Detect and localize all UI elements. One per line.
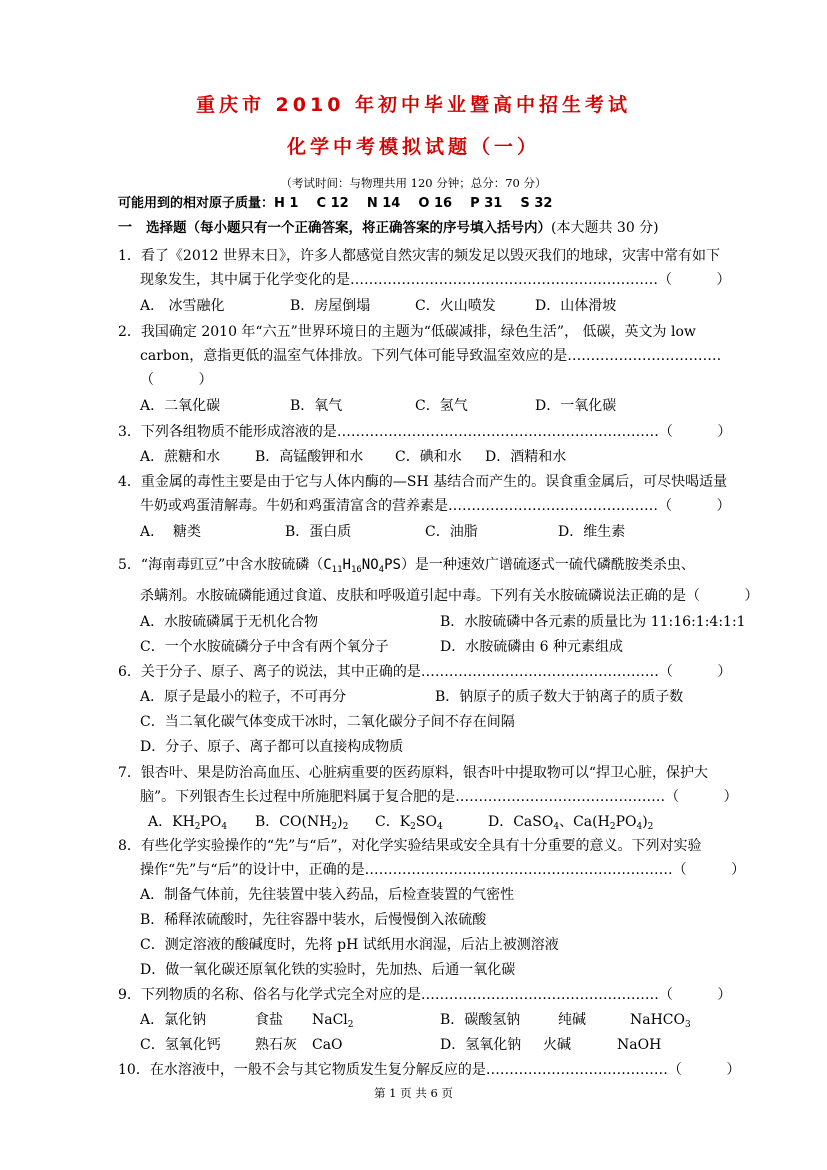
q7-a-sub1: 2 <box>194 822 201 832</box>
q9-option-b-common: 纯碱 <box>558 1012 586 1028</box>
q2-option-a: A．二氧化碳 <box>140 398 221 414</box>
q4-stem-line1: 4．重金属的毒性主要是由于它与人体内酶的—SH 基结合而产生的。误食重金属后，可尽快喝适量 <box>118 474 728 490</box>
q7-option-a <box>148 812 227 832</box>
section-number: 一 <box>118 220 132 236</box>
q1-option-b: B．房屋倒塌 <box>290 298 371 314</box>
q5-stem-line1 <box>118 555 695 575</box>
exam-title: 重庆市 2010 年初中毕业暨高中招生考试 <box>195 94 632 116</box>
q1-option-c: C．火山喷发 <box>415 298 496 314</box>
q7-d-sub1: 4 <box>553 822 560 832</box>
q2-stem-line1: 2．我国确定 2010 年“六五”世界环境日的主题为“低碳减排，绿色生活”， 低碳，英文为 low <box>118 324 696 340</box>
q7-stem-line2: 脑”。下列银杏生长过程中所施肥料属于复合肥的是………………………………………（ ） <box>140 789 738 805</box>
q9-a-formula-sub: 2 <box>347 1020 354 1030</box>
section-title: 选择题（每小题只有一个正确答案，将正确答案的序号填入括号内） <box>146 220 551 236</box>
q7-option-d <box>488 812 653 832</box>
q7-d-text4: ) <box>642 814 648 830</box>
q9-option-d-common: 火碱 <box>543 1037 571 1053</box>
section-heading <box>118 218 659 238</box>
q5-stem-line2: 杀螨剂。水胺硫磷能通过食道、皮肤和呼吸道引起中毒。下列有关水胺硫磷说法正确的是（ ） <box>140 588 759 604</box>
q4-stem-line2: 牛奶或鸡蛋清解毒。牛奶和鸡蛋清富含的营养素是………………………………………（ ） <box>140 498 731 514</box>
q2-answer-bracket: （ ） <box>140 372 213 388</box>
q5-formula-h: H <box>342 557 351 573</box>
q5-formula-h-sub: 16 <box>350 565 362 575</box>
q7-d-sub3: 4 <box>636 822 643 832</box>
q3-option-c: C．碘和水 <box>395 449 462 465</box>
q9-option-b-name: B．碳酸氢钠 <box>440 1012 521 1028</box>
q10-stem: 10．在水溶液中，一般不会与其它物质发生复分解反应的是…………………………………（ ） <box>118 1062 741 1078</box>
q5-option-d: D．水胺硫磷由 6 种元素组成 <box>440 639 624 655</box>
q7-b-sub2: 2 <box>342 822 349 832</box>
q3-stem: 3．下列各组物质不能形成溶液的是……………………………………………………………（ ） <box>118 424 732 440</box>
q9-option-d-name: D．氢氧化钠 <box>440 1037 522 1053</box>
q7-a-sub2: 4 <box>221 822 228 832</box>
q8-stem-line1: 8．有些化学实验操作的“先”与“后”，对化学实验结果或安全具有十分重要的意义。下列对实验 <box>118 838 702 854</box>
q5-stem-prefix: 5．“海南毒豇豆”中含水胺硫磷（ <box>118 557 324 573</box>
q8-option-b: B．稀释浓硫酸时，先往容器中装水，后慢慢倒入浓硫酸 <box>140 912 487 928</box>
q3-option-b: B．高锰酸钾和水 <box>255 449 364 465</box>
atomic-mass-line: 可能用到的相对原子质量：H 1 C 12 N 14 O 16 P 31 S 32 <box>118 196 553 211</box>
q4-option-d: D．维生素 <box>558 524 626 540</box>
q3-option-a: A．蔗糖和水 <box>140 449 221 465</box>
q5-formula-c: C <box>323 557 332 573</box>
section-score: (本大题共 30 分) <box>551 220 659 236</box>
q7-c-sub1: 2 <box>410 822 416 832</box>
q5-option-c: C．一个水胺硫磷分子中含有两个氧分子 <box>140 639 389 655</box>
q9-a-formula-text: NaCl <box>312 1012 348 1028</box>
q7-b-sub1: 2 <box>331 822 338 832</box>
q9-option-c-name: C．氢氧化钙 <box>140 1037 221 1053</box>
q9-option-c-formula: CaO <box>312 1037 343 1053</box>
q7-stem-line1: 7．银杏叶、果是防治高血压、心脏病重要的医药原料，银杏叶中提取物可以“捍卫心脏，保护大 <box>118 765 709 781</box>
q7-d-sub2: 2 <box>609 822 616 832</box>
q2-option-d: D．一氧化碳 <box>535 398 617 414</box>
q7-d-text2: 、Ca(H <box>559 814 610 830</box>
q6-option-a: A．原子是最小的粒子，不可再分 <box>140 689 347 705</box>
q7-c-sub2: 4 <box>436 822 443 832</box>
q2-stem-line2: carbon，意指更低的温室气体排放。下列气体可能导致温室效应的是…………………………… <box>140 348 722 364</box>
q2-option-c: C．氢气 <box>415 398 468 414</box>
q9-option-b-formula <box>630 1010 691 1030</box>
q7-c-text2: SO <box>415 814 437 830</box>
q1-stem-line1: 1．看了《2012 世界末日》，许多人都感觉自然灾害的频发足以毁灭我们的地球，灾害中常有如下 <box>118 248 720 264</box>
q8-stem-line2: 操作“先”与“后”的设计中，正确的是…………………………………………………………（ ） <box>140 862 746 878</box>
q9-stem: 9．下列物质的名称、俗名与化学式完全对应的是……………………………………………（ ） <box>118 987 732 1003</box>
q5-option-a: A．水胺硫磷属于无机化合物 <box>140 614 319 630</box>
q7-c-text: C．K <box>375 814 411 830</box>
q5-stem-suffix: ）是一种速效广谱硫逐式一硫代磷酰胺类杀虫、 <box>400 557 695 573</box>
q7-d-text: D．CaSO <box>488 814 554 830</box>
q7-d-sub4: 2 <box>647 822 654 832</box>
q4-option-b: B．蛋白质 <box>285 524 352 540</box>
q7-b-text2: ) <box>337 814 343 830</box>
q1-option-d: D．山体滑坡 <box>535 298 617 314</box>
q7-a-text2: PO <box>200 814 222 830</box>
q9-option-d-formula: NaOH <box>617 1037 662 1053</box>
q5-formula-c-sub: 11 <box>331 565 343 575</box>
q9-option-a-common: 食盐 <box>255 1012 283 1028</box>
q8-option-c: C．测定溶液的酸碱度时，先将 pH 试纸用水润湿，后沾上被测溶液 <box>140 937 559 953</box>
q6-stem: 6．关于分子、原子、离子的说法，其中正确的是……………………………………………（ ） <box>118 664 732 680</box>
q5-formula-o-sub: 4 <box>378 565 385 575</box>
q3-option-d: D．酒精和水 <box>485 449 567 465</box>
q2-option-b: B．氧气 <box>290 398 343 414</box>
q7-option-b <box>255 812 348 832</box>
q7-option-c <box>375 812 443 832</box>
q7-d-text3: PO <box>615 814 637 830</box>
q8-option-d: D．做一氧化碳还原氧化铁的实验时，先加热、后通一氧化碳 <box>140 962 516 978</box>
q9-b-formula-text: NaHCO <box>630 1012 685 1028</box>
q9-b-formula-sub: 3 <box>685 1020 691 1030</box>
q5-option-b: B．水胺硫磷中各元素的质量比为 11:16:1:4:1:1 <box>440 614 746 630</box>
page-footer: 第 1 页 共 6 页 <box>374 1086 453 1100</box>
exam-subtitle: 化学中考模拟试题（一） <box>286 136 540 158</box>
q7-a-text: A．KH <box>148 814 195 830</box>
q9-option-a-name: A．氯化钠 <box>140 1012 207 1028</box>
q9-option-a-formula <box>312 1010 354 1030</box>
q1-stem-line2: 现象发生，其中属于化学变化的是…………………………………………………………（ ） <box>140 272 731 288</box>
q6-option-d: D．分子、原子、离子都可以直接构成物质 <box>140 739 404 755</box>
q4-option-c: C．油脂 <box>425 524 478 540</box>
q9-option-c-common: 熟石灰 <box>255 1037 297 1053</box>
q5-formula-no: NO <box>361 557 379 573</box>
q1-option-a: A． 冰雪融化 <box>140 298 225 314</box>
q6-option-c: C．当二氧化碳气体变成干冰时，二氧化碳分子间不存在间隔 <box>140 714 515 730</box>
q6-option-b: B．钠原子的质子数大于钠离子的质子数 <box>435 689 684 705</box>
q7-b-text: B．CO(NH <box>255 814 332 830</box>
q4-option-a: A． 糖类 <box>140 524 202 540</box>
q8-option-a: A．制备气体前，先往装置中装入药品，后检查装置的气密性 <box>140 887 515 903</box>
q5-formula-ps: PS <box>384 557 401 573</box>
exam-info: （考试时间：与物理共用 120 分钟；总分：70 分） <box>280 176 547 190</box>
q5-formula <box>323 557 401 573</box>
